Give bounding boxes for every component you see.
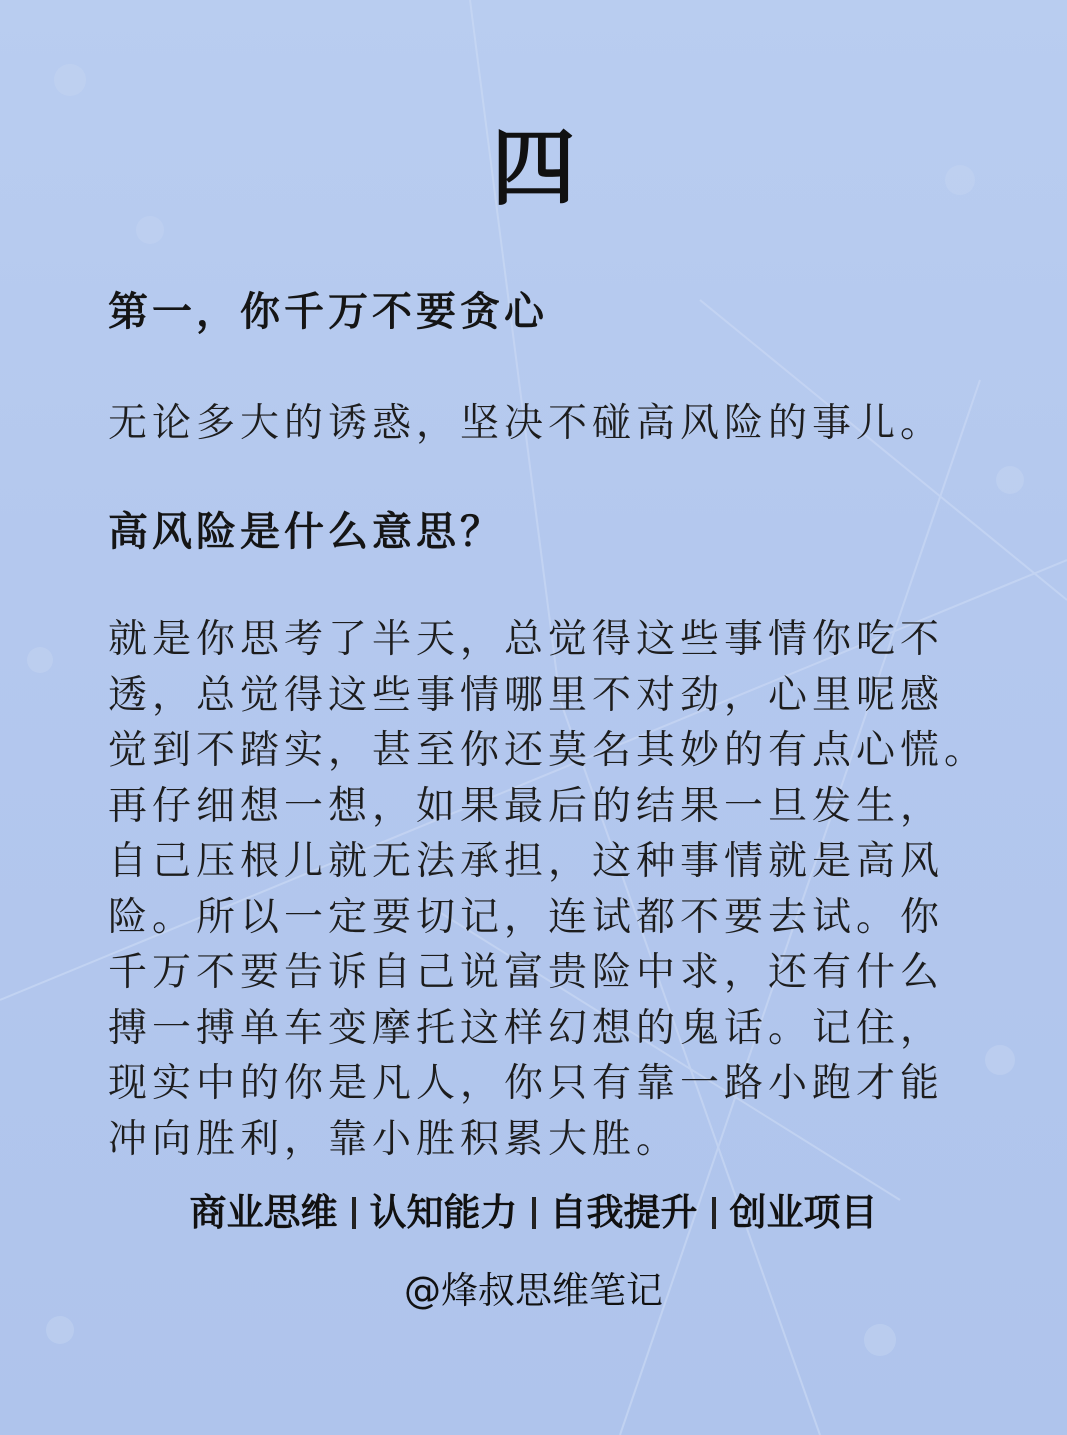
paragraph-intro: 无论多大的诱惑，坚决不碰高风险的事儿。 xyxy=(108,401,945,446)
tag-business-thinking: 商业思维 xyxy=(189,1191,338,1234)
paragraph-explanation xyxy=(108,612,1008,1167)
tag-startup-projects: 创业项目 xyxy=(729,1191,878,1234)
heading-question: 高风险是什么意思？ xyxy=(108,508,504,555)
paragraph-line: 冲向胜利，靠小胜积累大胜。 xyxy=(108,1116,681,1162)
author-handle: @烽叔思维笔记 xyxy=(404,1269,663,1312)
paragraph-line: 现实中的你是凡人，你只有靠一路小跑才能 xyxy=(108,1061,945,1106)
tag-separator xyxy=(712,1197,716,1229)
paragraph-line: 千万不要告诉自己说富贵险中求，还有什么 xyxy=(108,950,945,995)
tag-cognitive-ability: 认知能力 xyxy=(369,1191,518,1234)
paragraph-line: 透，总觉得这些事情哪里不对劲，心里呢感 xyxy=(108,672,945,718)
topic-tags xyxy=(0,1188,1067,1238)
heading-first-point: 第一，你千万不要贪心 xyxy=(108,288,548,335)
paragraph-line: 就是你思考了半天，总觉得这些事情你吃不 xyxy=(108,617,945,662)
paragraph-line: 觉到不踏实，甚至你还莫名其妙的有点心慌。 xyxy=(108,728,989,773)
tag-separator xyxy=(352,1197,356,1229)
paragraph-line: 险。所以一定要切记，连试都不要去试。你 xyxy=(108,894,945,940)
tag-self-improvement: 自我提升 xyxy=(549,1191,698,1234)
tag-separator xyxy=(532,1197,536,1229)
section-numeral: 四 xyxy=(491,119,576,217)
paragraph-line: 搏一搏单车变摩托这样幻想的鬼话。记住， xyxy=(108,1005,945,1051)
paragraph-line: 自己压根儿就无法承担，这种事情就是高风 xyxy=(108,839,945,884)
paragraph-line: 再仔细想一想，如果最后的结果一旦发生， xyxy=(108,783,945,829)
